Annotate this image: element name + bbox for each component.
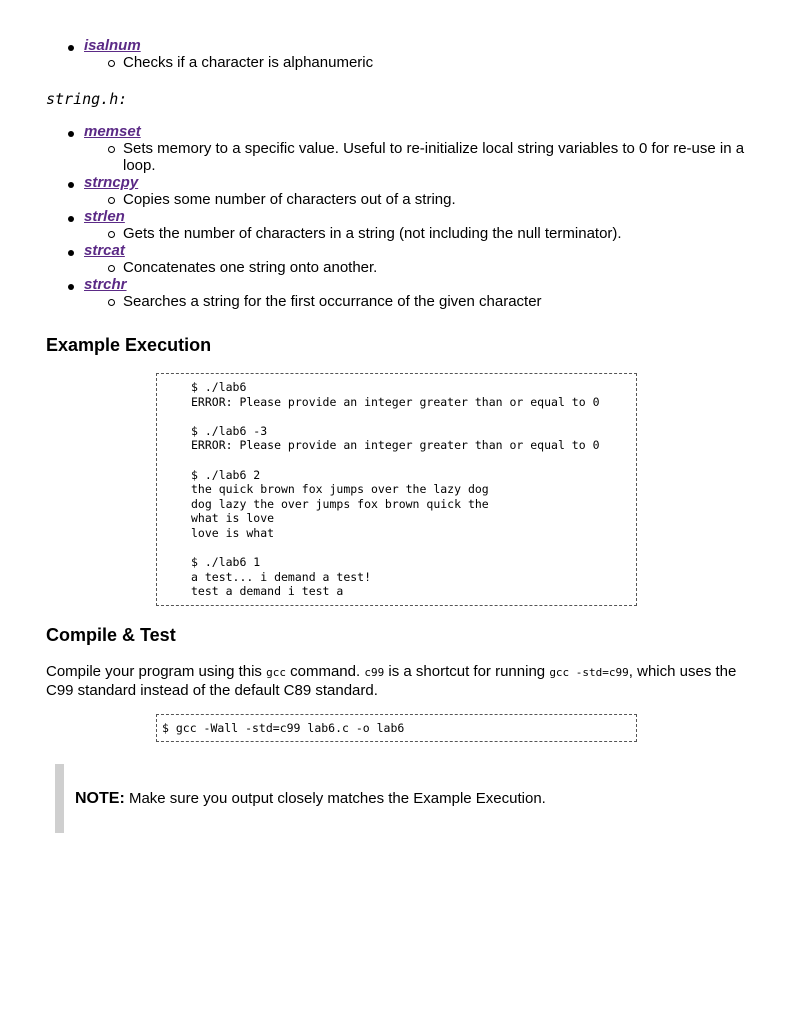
list-item [46,123,746,174]
list-item [46,242,746,276]
heading-compile-test: Compile & Test [46,625,176,645]
inline-code-c99: c99 [364,666,385,679]
function-link-isalnum[interactable]: isalnum [84,37,141,54]
code-line: ERROR: Please provide an integer greater than or equal to 0 [191,394,600,409]
description-text: Copies some number of characters out of a string. [123,191,456,208]
bullet-circle [108,265,115,272]
description-text: Concatenates one string onto another. [123,259,378,276]
function-link-memset[interactable]: memset [84,123,141,140]
note-side-bar [55,764,64,833]
note-label: NOTE: [75,790,125,807]
paragraph-text: command. [285,663,365,680]
function-link-strcat[interactable]: strcat [84,242,125,259]
bullet-circle [108,60,115,67]
paragraph-text: , which uses the C99 standard instead of the default C89 standard. [46,663,737,699]
code-line [191,409,636,424]
compile-paragraph [46,663,746,700]
code-line: test a demand i test a [191,584,344,599]
bullet-circle [108,197,115,204]
bullet-circle [108,299,115,306]
description-text: Checks if a character is alphanumeric [123,54,374,71]
top-function-item [46,37,746,71]
function-description [123,54,746,71]
note-callout [75,790,546,808]
function-link-strncpy[interactable]: strncpy [84,174,139,191]
bullet-circle [108,146,115,153]
bullet-dot [68,284,74,290]
inline-code-gcc: gcc [266,666,286,679]
function-item [46,37,746,54]
code-line: what is love [191,511,275,526]
bullet-dot [68,45,74,51]
example-execution-code-block [156,373,637,606]
description-text: Sets memory to a specific value. Useful to re-initialize local string variables to 0 for re-use in a loop. [123,140,745,174]
bullet-dot [68,131,74,137]
bullet-dot [68,250,74,256]
heading-example-execution: Example Execution [46,335,212,355]
code-line: love is what [191,525,275,540]
paragraph-text: is a shortcut for running [384,663,550,680]
note-text: Make sure you output closely matches the Example Execution. [124,790,546,807]
code-line: ERROR: Please provide an integer greater than or equal to 0 [191,438,600,453]
code-line: $ ./lab6 [191,380,247,394]
inline-code-gcc-std: gcc -std=c99 [549,666,629,679]
code-line: $ ./lab6 2 [191,467,261,482]
description-text: Searches a string for the first occurrance of the given character [123,293,542,310]
function-link-strlen[interactable]: strlen [84,208,125,225]
code-line: a test... i demand a test! [191,569,372,584]
bullet-dot [68,182,74,188]
bullet-dot [68,216,74,222]
code-line [191,541,636,556]
bullet-circle [108,231,115,238]
function-link-strchr[interactable]: strchr [84,276,127,293]
code-line: $ ./lab6 1 [191,555,261,570]
string-function-list [46,123,746,310]
list-item [46,174,746,208]
compile-command-code-block [156,714,637,742]
description-text: Gets the number of characters in a string (not including the null terminator). [123,225,622,242]
code-line: dog lazy the over jumps fox brown quick the [191,496,489,511]
paragraph-text: Compile your program using this [46,663,267,680]
list-item [46,276,746,310]
code-line [191,453,636,468]
section-header-string-h: string.h: [46,90,128,108]
code-line: $ ./lab6 -3 [191,423,268,438]
code-line: the quick brown fox jumps over the lazy dog [191,482,489,497]
code-line: $ gcc -Wall -std=c99 lab6.c -o lab6 [162,721,405,735]
list-item [46,208,746,242]
